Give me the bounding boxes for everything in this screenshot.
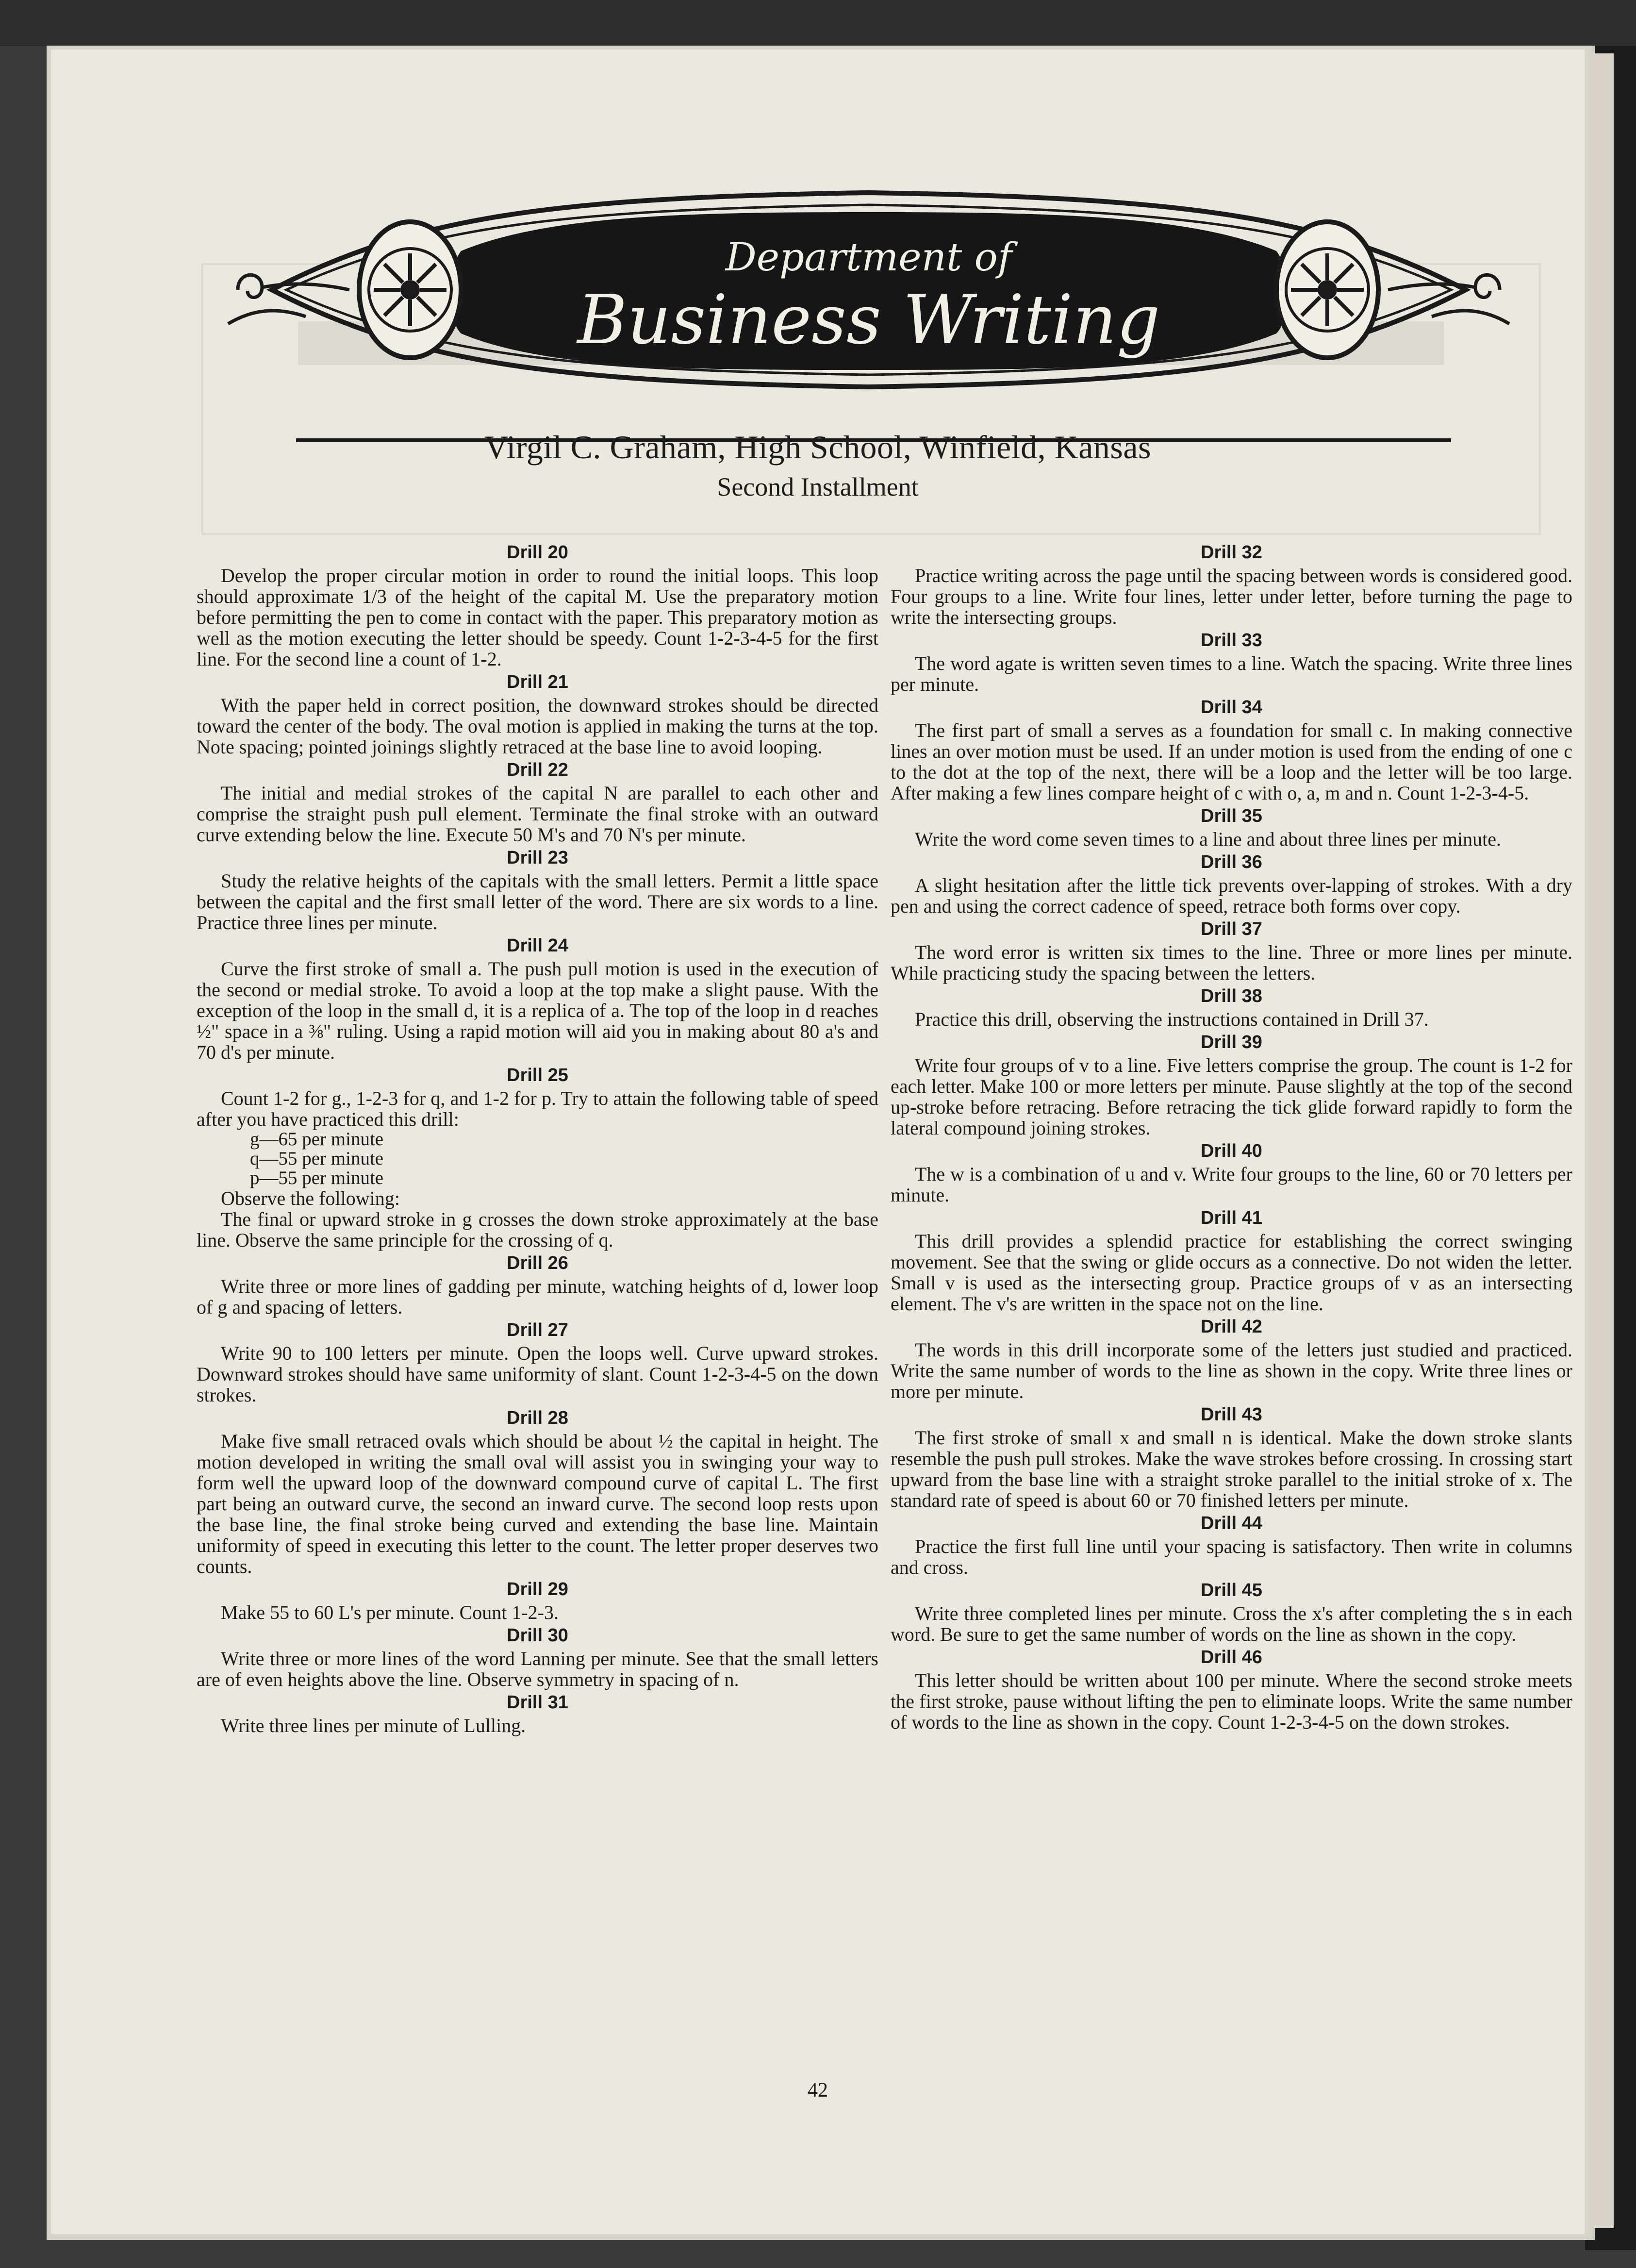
drill-text: Write 90 to 100 letters per minute. Open the loops well. Curve upward strokes. Downward strokes should have same uniformity of slant. Count 1-2-3-4-5 on the down strokes. (197, 1342, 878, 1406)
drill-section (891, 540, 1572, 628)
drill-section (197, 845, 878, 933)
drill-text: The words in this drill incorporate some of the letters just studied and practiced. Write the same number of words to the line as shown in the copy. Write three lines or more per minute. (891, 1339, 1572, 1402)
drill-heading: Drill 26 (507, 1253, 568, 1273)
drill-heading: Drill 41 (1201, 1208, 1262, 1228)
drill-text: Write the word come seven times to a line and about three lines per minute. (915, 828, 1502, 850)
drill-heading: Drill 31 (507, 1692, 568, 1713)
drill-heading: Drill 28 (507, 1408, 568, 1428)
drill-text: Make five small retraced ovals which should be about ½ the capital in height. The motion developed in writing the small oval will assist you in swinging your way to form well the upward loop of the downward compound curve of capital L. The first part being an outward curve, the second an inward curve. The second loop rests upon the base line, the final stroke being curved and extending the base line. Maintain uniformity of speed in executing this letter to the count. The letter proper deserves two counts. (197, 1430, 878, 1577)
drill-heading: Drill 20 (507, 542, 568, 563)
drill-heading: Drill 24 (507, 935, 568, 956)
drill-text: Count 1-2 for g., 1-2-3 for q, and 1-2 for p. Try to attain the following table of speed after you have practiced this drill: (197, 1087, 878, 1130)
drill-heading: Drill 21 (507, 672, 568, 692)
drill-heading: Drill 36 (1201, 852, 1262, 872)
installment-line: Second Installment (717, 472, 919, 501)
drill-heading: Drill 42 (1201, 1317, 1262, 1337)
drill-text: Write three completed lines per minute. Cross the x's after completing the s in each word. Be sure to get the same number of words on the line as shown in the copy. (891, 1602, 1572, 1645)
drill-section (891, 850, 1572, 917)
drill-text: Practice writing across the page until the spacing between words is considered good. Four groups to a line. Write four lines, letter under letter, before turning the page to write the intersecting groups. (891, 565, 1572, 628)
author-line: Virgil C. Graham, High School, Winfield, Kansas (484, 429, 1151, 466)
drill-section (891, 695, 1572, 803)
drill-section (197, 1063, 878, 1251)
drill-heading: Drill 46 (1201, 1647, 1262, 1668)
drill-heading: Drill 43 (1201, 1404, 1262, 1425)
drill-heading: Drill 29 (507, 1579, 568, 1600)
drill-text: Curve the first stroke of small a. The push pull motion is used in the execution of the second or medial stroke. To avoid a loop at the top make a slight pause. With the exception of the loop in the small d, it is a replica of a. The top of the loop in d reaches ½" space in a ⅜" ruling. Using a rapid motion will aid you in making about 80 a's and 70 d's per minute. (197, 958, 878, 1063)
drill-heading: Drill 30 (507, 1625, 568, 1646)
right-column (891, 540, 1572, 1733)
drill-text: With the paper held in correct position, the downward strokes should be directed toward the center of the body. The oval motion is applied in making the turns at the top. Note spacing; pointed joinings slightly retraced at the base line to avoid looping. (197, 694, 878, 758)
drill-section (197, 1623, 878, 1690)
observe-note: Observe the following: (221, 1187, 400, 1209)
left-column (197, 540, 878, 1736)
drill-heading: Drill 23 (507, 848, 568, 868)
drill-heading: Drill 35 (1201, 806, 1262, 826)
drill-text: Write four groups of v to a line. Five letters comprise the group. The count is 1-2 for each letter. Make 100 or more letters per minute. Pause slightly at the top of the second up-stroke before retracing. Before retracing the tick glide forward rapidly to form the lateral compound joining strokes. (891, 1054, 1572, 1139)
drill-heading: Drill 25 (507, 1065, 568, 1085)
drill-section (891, 1645, 1572, 1733)
drill-text: Write three or more lines of the word Lanning per minute. See that the small letters are of even heights above the line. Observe symmetry in spacing of n. (197, 1648, 878, 1690)
page-number: 42 (808, 2079, 828, 2101)
drill-heading: Drill 33 (1201, 630, 1262, 650)
drill-section (197, 1317, 878, 1405)
drill-section (197, 933, 878, 1063)
drill-section (891, 1578, 1572, 1645)
drill-text: This drill provides a splendid practice for establishing the correct swinging movement. See that the swing or glide occurs as a connective. Do not widen the letter. Small v is used as the intersecting group. Practice groups of v as an intersecting element. The v's are written in the space not on the line. (891, 1230, 1572, 1315)
right-rosette-icon (1276, 222, 1378, 358)
drill-heading: Drill 37 (1201, 919, 1262, 939)
drill-text: This letter should be written about 100 per minute. Where the second stroke meets the first stroke, pause without lifting the pen to eliminate loops. Write the same number of words to the line as shown in the copy. Count 1-2-3-4-5 on the down strokes. (891, 1669, 1572, 1733)
scan-background (0, 0, 1636, 46)
drill-section (891, 917, 1572, 984)
drill-text: Write three lines per minute of Lulling. (221, 1715, 526, 1736)
drill-heading: Drill 40 (1201, 1141, 1262, 1161)
drill-section (891, 1138, 1572, 1205)
drill-section (891, 803, 1572, 850)
facing-page-edge (1594, 53, 1614, 2228)
drill-text: The word error is written six times to the line. Three or more lines per minute. While practicing study the spacing between the letters. (891, 941, 1572, 984)
drill-heading: Drill 32 (1201, 542, 1262, 563)
speed-table (197, 1130, 878, 1188)
drill-text: Develop the proper circular motion in order to round the initial loops. This loop should approximate 1/3 of the height of the capital M. Use the preparatory motion before permitting the pen to come in contact with the paper. This preparatory motion as well as the motion executing the letter should be speedy. Count 1-2-3-4-5 for the first line. For the second line a count of 1-2. (197, 565, 878, 670)
drill-heading: Drill 44 (1201, 1513, 1262, 1534)
drill-text: The initial and medial strokes of the capital N are parallel to each other and comprise the straight push pull element. Terminate the final stroke with an outward curve extending below the line. Execute 50 M's and 70 N's per minute. (197, 782, 878, 846)
drill-text: The word agate is written seven times to a line. Watch the spacing. Write three lines per minute. (891, 652, 1572, 695)
drill-text: A slight hesitation after the little tick prevents over-lapping of strokes. With a dry pen and using the correct cadence of speed, retrace both forms over copy. (891, 874, 1572, 917)
speed-row: p—55 per minute (250, 1167, 384, 1188)
department-banner (209, 178, 1529, 450)
speed-row: q—55 per minute (250, 1148, 384, 1169)
drill-section (891, 1511, 1572, 1578)
drill-section (891, 984, 1572, 1030)
drill-section (197, 1577, 878, 1623)
banner-title: Business Writing (577, 281, 1160, 360)
drill-section (197, 1405, 878, 1577)
drill-text: The final or upward stroke in g crosses the down stroke approximately at the base line. Observe the same principle for the crossing of q. (197, 1208, 878, 1251)
drill-section (891, 1205, 1572, 1314)
drill-section (197, 1251, 878, 1317)
drill-heading: Drill 22 (507, 760, 568, 780)
drill-heading: Drill 45 (1201, 1580, 1262, 1601)
drill-heading: Drill 27 (507, 1320, 568, 1340)
drill-section (891, 628, 1572, 695)
drill-text: The w is a combination of u and v. Write four groups to the line, 60 or 70 letters per minute. (891, 1163, 1572, 1206)
drill-text: Study the relative heights of the capitals with the small letters. Permit a little space between the capital and the first small letter of the word. There are six words to a line. Practice three lines per minute. (197, 870, 878, 934)
drill-text: Make 55 to 60 L's per minute. Count 1-2-3. (221, 1601, 559, 1623)
banner-subtitle: Department of (725, 234, 1012, 280)
drill-section (197, 540, 878, 669)
drill-text: Practice the first full line until your spacing is satisfactory. Then write in columns and cross. (891, 1535, 1572, 1578)
drill-section (197, 757, 878, 845)
drill-section (197, 1690, 878, 1736)
drill-text: Practice this drill, observing the instructions contained in Drill 37. (915, 1008, 1429, 1030)
drill-heading: Drill 34 (1201, 697, 1262, 717)
drill-section (891, 1402, 1572, 1511)
speed-row: g—65 per minute (250, 1129, 384, 1150)
left-rosette-icon (359, 222, 461, 358)
drill-heading: Drill 38 (1201, 986, 1262, 1006)
magazine-page (51, 50, 1585, 2234)
drill-section (197, 669, 878, 757)
drill-heading: Drill 39 (1201, 1032, 1262, 1052)
drill-section (891, 1030, 1572, 1138)
drill-text: The first stroke of small x and small n is identical. Make the down stroke slants resemble the push pull strokes. Make the wave strokes before crossing. In crossing start upward from the base line with a straight stroke parallel to the initial stroke of x. The standard rate of speed is about 60 or 70 finished letters per minute. (891, 1427, 1572, 1511)
drill-section (891, 1314, 1572, 1402)
drill-text: Write three or more lines of gadding per minute, watching heights of d, lower loop of g and spacing of letters. (197, 1275, 878, 1318)
drill-text: The first part of small a serves as a foundation for small c. In making connective lines an over motion must be used. If an under motion is used from the ending of one c to the dot at the top of the next, there will be a loop and the letter will be too large. After making a few lines compare height of c with o, a, m and n. Count 1-2-3-4-5. (891, 719, 1572, 804)
